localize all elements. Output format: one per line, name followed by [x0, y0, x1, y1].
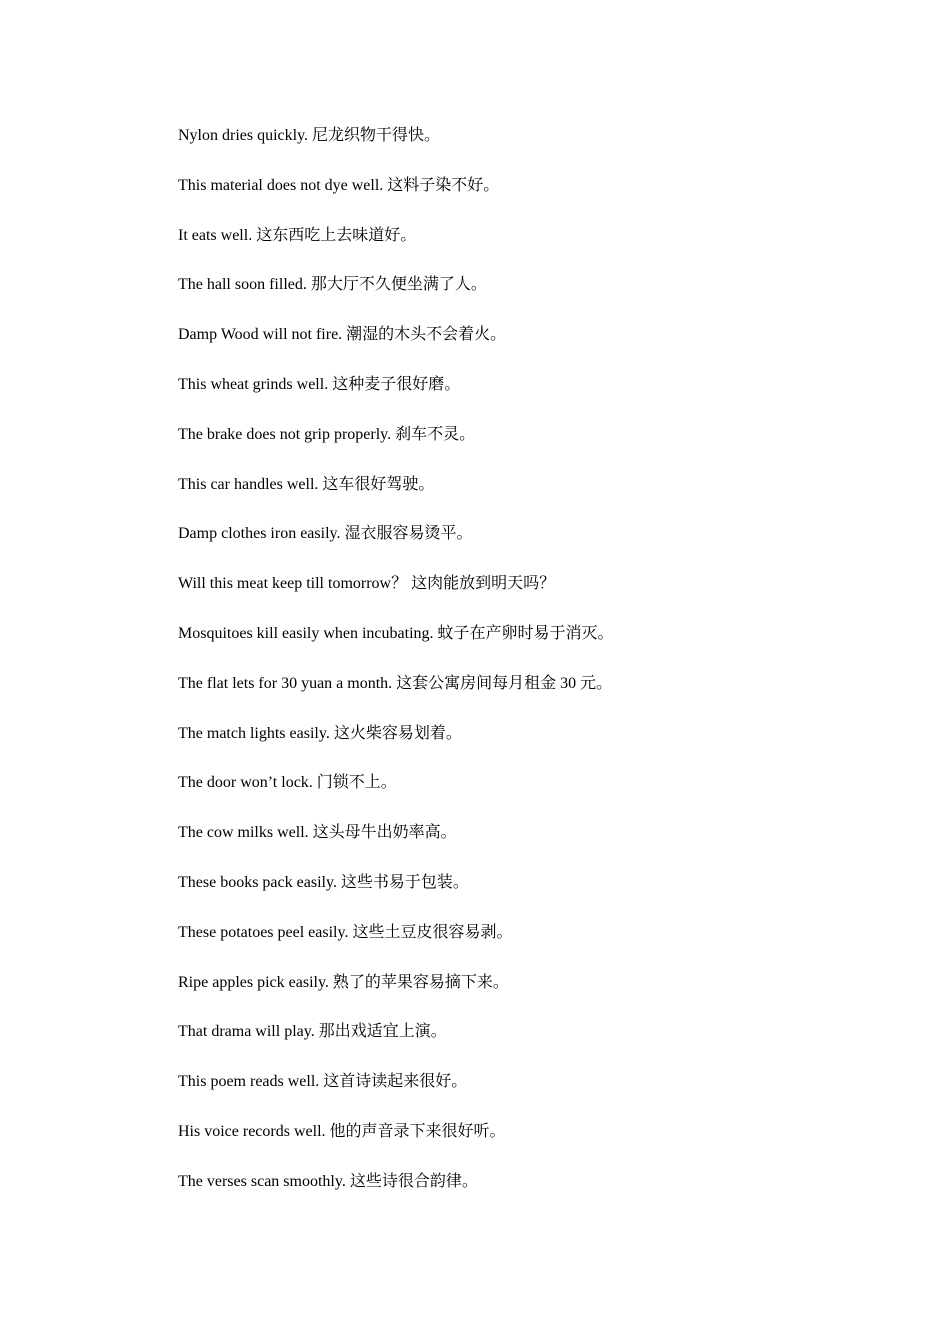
sentence-line: Mosquitoes kill easily when incubating. 蚊子在产卵时易于消灭。	[178, 624, 614, 642]
sentence-line: The cow milks well. 这头母牛出奶率高。	[178, 824, 457, 842]
sentence-line: The hall soon filled. 那大厅不久便坐满了人。	[178, 276, 487, 294]
sentence-line: The brake does not grip properly. 刹车不灵。	[178, 425, 476, 443]
sentence-line: The door won’t lock. 门锁不上。	[178, 774, 397, 792]
sentence-line: This car handles well. 这车很好驾驶。	[178, 475, 435, 493]
sentence-line: Damp Wood will not fire. 潮湿的木头不会着火。	[178, 326, 507, 344]
sentence-line: Nylon dries quickly. 尼龙织物干得快。	[178, 127, 441, 144]
sentence-line: This material does not dye well. 这料子染不好。	[178, 176, 500, 194]
sentence-line: Ripe apples pick easily. 熟了的苹果容易摘下来。	[178, 973, 509, 991]
sentence-line: That drama will play. 那出戏适宜上演。	[178, 1023, 447, 1041]
sentence-line: Damp clothes iron easily. 湿衣服容易烫平。	[178, 525, 473, 543]
sentence-list	[178, 124, 898, 1220]
sentence-line: This poem reads well. 这首诗读起来很好。	[178, 1073, 468, 1091]
sentence-line: This wheat grinds well. 这种麦子很好磨。	[178, 375, 461, 393]
sentence-line: The flat lets for 30 yuan a month. 这套公寓房间每月租金 30 元。	[178, 674, 613, 692]
sentence-line: Will this meat keep till tomorrow？ 这肉能放到明天吗？	[178, 575, 556, 593]
sentence-line: These books pack easily. 这些书易于包装。	[178, 873, 469, 891]
sentence-line: These potatoes peel easily. 这些土豆皮很容易剥。	[178, 923, 513, 941]
sentence-line: The verses scan smoothly. 这些诗很合韵律。	[178, 1172, 478, 1190]
sentence-line: It eats well. 这东西吃上去味道好。	[178, 226, 417, 244]
sentence-line: The match lights easily. 这火柴容易划着。	[178, 724, 462, 742]
sentence-line: His voice records well. 他的声音录下来很好听。	[178, 1122, 506, 1140]
